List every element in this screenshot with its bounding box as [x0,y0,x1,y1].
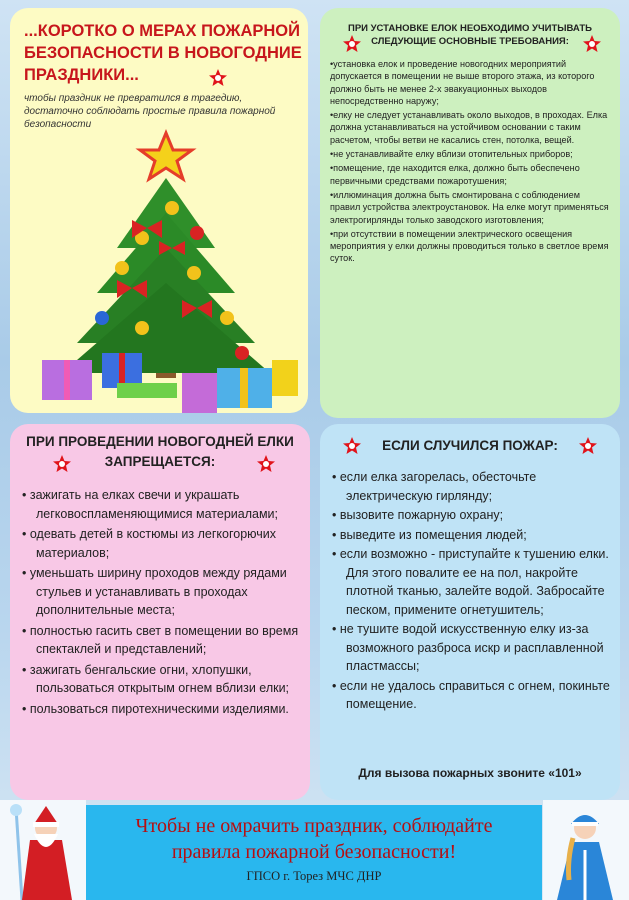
banner-line-1: Чтобы не омрачить праздник, соблюдайте [135,815,493,837]
fire-list [332,468,614,715]
list-item: •елку не следует устанавливать около выходов, в проходах. Елка должна устанавливаться на устойчивом основании с таким расчетом, чтобы ветви не касались стен, потолка, вещей. [330,110,608,145]
forbidden-list [22,486,306,720]
list-item: • если возможно - приступайте к тушению елки. Для этого повалите ее на пол, накройте плотной тканью, залейте водой. Забросайте песком, примените огнетушитель; [332,547,609,617]
requirements-panel [320,8,620,418]
list-item: • не тушите водой искусственную елку из-за возможного разброса искр и расплавленной пластмассы; [332,622,604,673]
list-item: •не устанавливайте елку вблизи отопительных приборов; [330,149,573,160]
star-decoration-icon [208,68,228,88]
bottom-banner [86,805,542,900]
snegurochka-illustration [543,800,629,900]
page-subtitle: чтобы праздник не превратился в трагедию, достаточно соблюдать простые правила пожарной безопасности [24,93,276,130]
list-item: •установка елок и проведение новогодних мероприятий допускается в помещении не выше второго этажа, из которого должно быть не менее 2-х эвакуационных выходов непосредственно наружу; [330,59,595,106]
banner-line-2: правила пожарной безопасности! [171,841,457,863]
page-title: ...КОРОТКО О МЕРАХ ПОЖАРНОЙ БЕЗОПАСНОСТИ В НОВОГОДНИЕ ПРАЗДНИКИ... [24,22,302,84]
forbidden-panel [10,424,310,800]
requirements-title: ПРИ УСТАНОВКЕ ЕЛОК НЕОБХОДИМО УЧИТЫВАТЬ СЛЕДУЮЩИЕ ОСНОВНЫЕ ТРЕБОВАНИЯ: [348,23,592,47]
list-item: • зажигать бенгальские огни, хлопушки, пользоваться открытым огнем вблизи елки; [22,662,290,695]
list-item: •помещение, где находится елка, должно быть обеспечено первичными средствами пожаротушения; [330,163,580,186]
fire-title: ЕСЛИ СЛУЧИЛСЯ ПОЖАР: [382,438,558,453]
list-item: • одевать детей в костюмы из легкогорючих материалов; [22,527,277,560]
emergency-number: Для вызова пожарных звоните «101» [358,766,582,780]
list-item: • уменьшать ширину проходов между рядами стульев и устанавливать в проходах дополнительные места; [22,566,287,617]
ded-moroz-illustration [0,800,86,900]
list-item: • вызовите пожарную охрану; [332,508,504,522]
christmas-tree-illustration [22,128,302,413]
list-item: • пользоваться пиротехническими изделиями. [22,701,289,716]
forbidden-title: ПРИ ПРОВЕДЕНИИ НОВОГОДНЕЙ ЕЛКИ ЗАПРЕЩАЕТСЯ: [26,434,294,469]
list-item: •иллюминация должна быть смонтирована с соблюдением правил устройства электроустановок. На елке могут применяться электрогирлянды только заводского изготовления; [330,189,609,225]
list-item: • выведите из помещения людей; [332,527,527,542]
list-item: • если не удалось справиться с огнем, покиньте помещение. [332,678,610,711]
tree-panel [10,8,308,413]
list-item: • полностью гасить свет в помещении во время спектаклей и представлений; [22,623,299,656]
list-item: • если елка загорелась, обесточьте электрическую гирлянду; [332,470,537,503]
list-item: • зажигать на елках свечи и украшать легковоспламеняющимися материалами; [22,488,278,521]
banner-credit: ГПСО г. Торез МЧС ДНР [246,869,382,883]
banner-message [86,813,542,865]
list-item: •при отсутствии в помещении электрического освещения мероприятия у елки должны проводиться только в светлое время суток. [330,228,609,264]
fire-panel [320,424,620,800]
requirements-list [330,58,612,267]
